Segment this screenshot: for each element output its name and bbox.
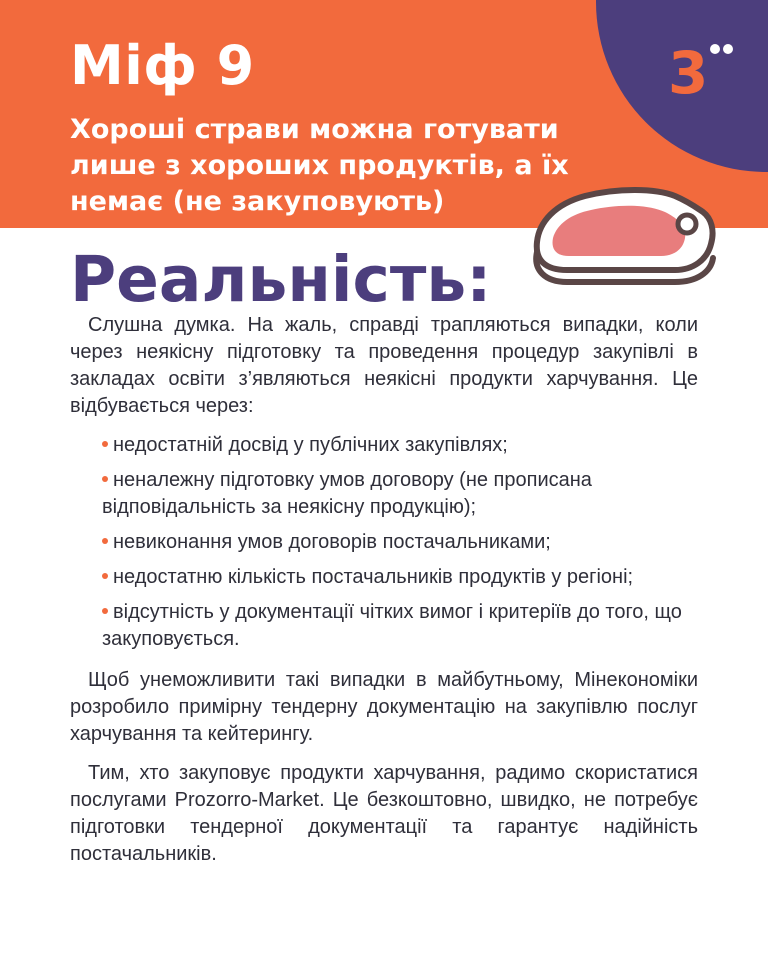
bullet-dot (102, 608, 108, 614)
myth-subtitle: Хороші страви можна готувати лише з хороших продуктів, а їх немає (не закуповують) (70, 114, 569, 217)
list-item-text: недостатній досвід у публічних закупівлях; (113, 434, 508, 456)
recommendation-paragraph: Щоб унеможливити такі випадки в майбутньому, Мінекономіки розробило примірну тендерну документацію на закупівлю послуг харчування та кейтерингу. (70, 669, 698, 745)
bullet-dot (102, 573, 108, 579)
reality-content (70, 312, 698, 880)
list-item-text: неналежну підготовку умов договору (не прописана відповідальність за неякісну продукцію); (102, 469, 592, 518)
logo-dot (710, 44, 720, 54)
bullet-dot (102, 476, 108, 482)
bullet-dot (102, 538, 108, 544)
prozorro-paragraph: Тим, хто закуповує продукти харчування, радимо скористатися послугами Prozorro-Market. Це безкоштовно, швидко, не потребує підготовки тендерної документації та гарантує надійність постачальників. (70, 762, 698, 865)
logo-dot (723, 44, 733, 54)
list-item (102, 564, 698, 591)
reasons-list (70, 432, 698, 653)
list-item-text: недостатню кількість постачальників продуктів у регіоні; (113, 566, 634, 588)
meat-steak-icon (525, 180, 725, 290)
logo-digit: 3 (668, 39, 709, 107)
reality-heading: Реальність: (70, 243, 492, 316)
bullet-dot (102, 441, 108, 447)
list-item-text: відсутність у документації чітких вимог і критеріїв до того, що закуповується. (102, 601, 682, 650)
list-item-text: невиконання умов договорів постачальниками; (113, 531, 551, 553)
list-item (102, 432, 698, 459)
logo-mark (668, 39, 730, 112)
myth-title: Міф 9 (70, 34, 255, 97)
list-item (102, 529, 698, 556)
list-item (102, 599, 698, 653)
meat-bone (678, 215, 696, 233)
list-item (102, 467, 698, 521)
intro-paragraph: Слушна думка. На жаль, справді трапляються випадки, коли через неякісну підготовку та проведення процедур закупівлі в закладах освіти з’являються неякісні продукти харчування. Це відбувається через: (70, 314, 698, 417)
